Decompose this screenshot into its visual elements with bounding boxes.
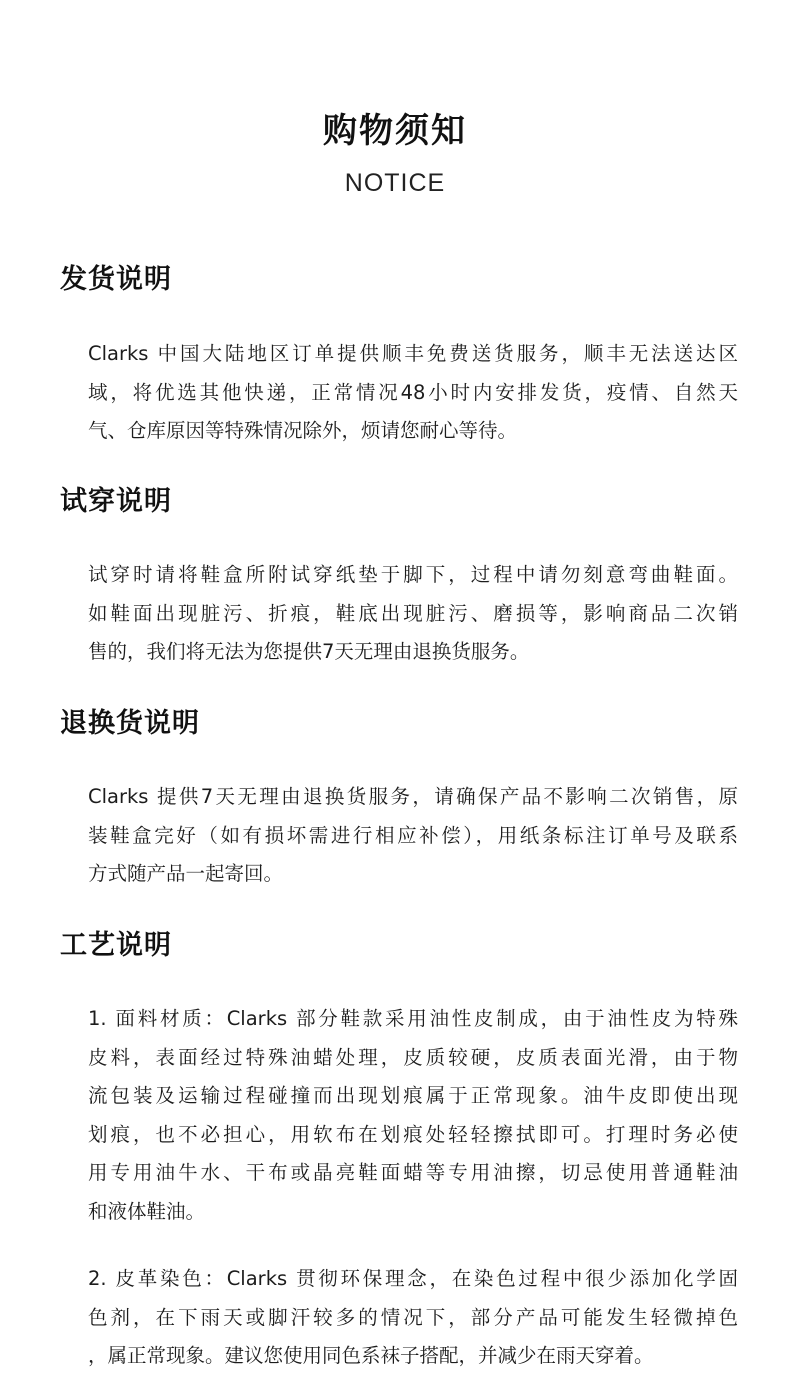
page-subtitle: NOTICE [344, 169, 446, 197]
text-line: 试穿时请将鞋盒所附试穿纸垫于脚下，过程中请勿刻意弯曲鞋面。 [88, 563, 738, 586]
text-line: ，属正常现象。建议您使用同色系袜子搭配，并减少在雨天穿着。 [88, 1344, 654, 1367]
text-line: 域，将优选其他快递，正常情况48小时内安排发货，疫情、自然天 [88, 380, 738, 404]
text-line: 色剂，在下雨天或脚汗较多的情况下，部分产品可能发生轻微掉色 [88, 1305, 738, 1329]
text-line: 2. 皮革染色：Clarks 贯彻环保理念，在染色过程中很少添加化学固 [88, 1267, 738, 1290]
text-line: 方式随产品一起寄回。 [88, 862, 284, 885]
text-line: 用专用油牛水、干布或晶亮鞋面蜡等专用油擦，切忌使用普通鞋油 [88, 1161, 738, 1184]
text-line: 如鞋面出现脏污、折痕，鞋底出现脏污、磨损等，影响商品二次销 [88, 601, 738, 625]
section-text-craft-material [88, 1000, 738, 1231]
text-line: 皮料，表面经过特殊油蜡处理，皮质较硬，皮质表面光滑，由于物 [88, 1045, 738, 1069]
text-line: 售的，我们将无法为您提供7天无理由退换货服务。 [88, 640, 530, 663]
text-line: 装鞋盒完好（如有损坏需进行相应补偿），用纸条标注订单号及联系 [88, 823, 738, 847]
title-block [0, 108, 790, 198]
section-heading-try-on: 试穿说明 [60, 486, 172, 517]
section-heading-shipping: 发货说明 [60, 264, 172, 295]
text-line: 划痕，也不必担心，用软布在划痕处轻轻擦拭即可。打理时务必使 [88, 1122, 738, 1146]
text-line: 流包装及运输过程碰撞而出现划痕属于正常现象。油牛皮即使出现 [88, 1084, 738, 1107]
text-line: Clarks 中国大陆地区订单提供顺丰免费送货服务，顺丰无法送达区 [88, 342, 738, 365]
section-text-try-on [88, 556, 738, 672]
text-line: 和液体鞋油。 [88, 1199, 206, 1223]
text-line: 1. 面料材质：Clarks 部分鞋款采用油性皮制成，由于油性皮为特殊 [88, 1007, 738, 1030]
section-text-craft-dyeing [88, 1260, 738, 1376]
text-line: 气、仓库原因等特殊情况除外，烦请您耐心等待。 [88, 419, 518, 442]
page-title: 购物须知 [323, 111, 467, 151]
section-text-shipping [88, 335, 738, 451]
section-heading-craft: 工艺说明 [60, 930, 172, 961]
section-text-returns [88, 778, 738, 894]
section-heading-returns: 退换货说明 [60, 708, 200, 739]
text-line: Clarks 提供7天无理由退换货服务，请确保产品不影响二次销售，原 [88, 785, 738, 808]
